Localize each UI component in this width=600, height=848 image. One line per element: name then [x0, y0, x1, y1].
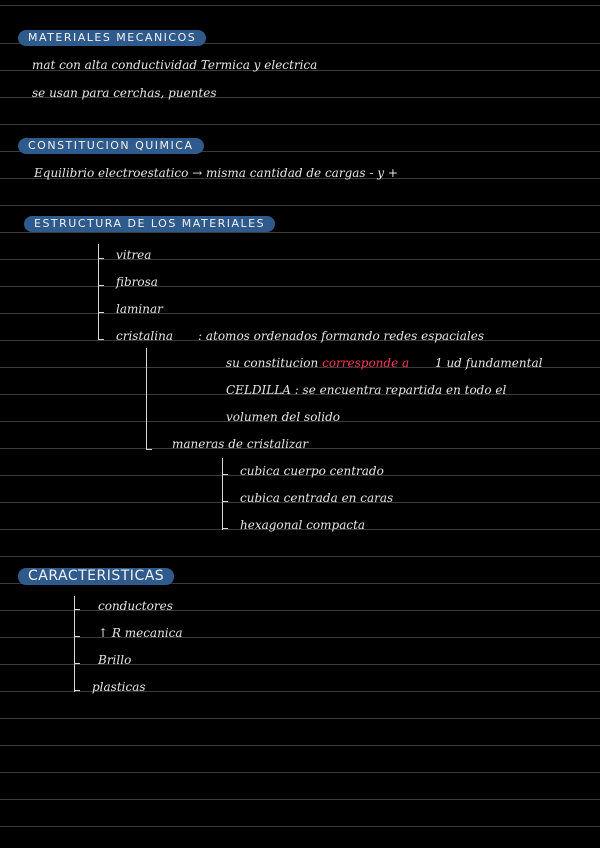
heading-materiales-mecanicos: MATERIALES MECANICOS — [18, 30, 206, 46]
maneras-item-3: hexagonal compacta — [240, 518, 366, 532]
caracteristicas-item-4: plasticas — [92, 680, 146, 694]
sub1-highlight: corresponde a — [322, 356, 410, 370]
tree-line-maneras — [222, 458, 223, 530]
estructura-item-laminar: laminar — [116, 302, 163, 316]
heading-caracteristicas: CARACTERISTICAS — [18, 568, 174, 585]
materiales-line-2: se usan para cerchas, puentes — [32, 86, 217, 100]
caracteristicas-item-3: Brillo — [98, 653, 132, 667]
estructura-item-fibrosa: fibrosa — [116, 275, 158, 289]
tree-tick — [74, 663, 80, 664]
cristalina-sub-1 — [226, 356, 542, 370]
tree-tick — [98, 258, 104, 259]
materiales-line-1: mat con alta conductividad Termica y electrica — [32, 58, 318, 72]
tree-tick — [74, 690, 80, 691]
tree-tick — [98, 285, 104, 286]
maneras-item-2: cubica centrada en caras — [240, 491, 394, 505]
cristalina-sub-2: CELDILLA : se encuentra repartida en todo el — [226, 383, 507, 397]
tree-tick — [146, 449, 152, 450]
tree-tick — [74, 609, 80, 610]
sub1-text-a: su constitucion — [226, 356, 319, 370]
tree-tick — [98, 339, 104, 340]
sub1-text-b: 1 ud fundamental — [435, 356, 543, 370]
tree-tick — [98, 312, 104, 313]
tree-tick — [74, 636, 80, 637]
maneras-cristalizar: maneras de cristalizar — [172, 437, 309, 451]
estructura-item-vitrea: vitrea — [116, 248, 152, 262]
caracteristicas-item-1: conductores — [98, 599, 173, 613]
heading-estructura-materiales: ESTRUCTURA DE LOS MATERIALES — [24, 216, 275, 232]
tree-line-cristalina — [146, 348, 147, 450]
constitucion-line-1: Equilibrio electroestatico → misma cantidad de cargas - y + — [34, 166, 398, 180]
tree-line-caracteristicas — [74, 596, 75, 692]
tree-tick — [222, 474, 228, 475]
estructura-item-cristalina: cristalina — [116, 329, 173, 343]
caracteristicas-item-2: ↑ R mecanica — [98, 626, 183, 640]
cristalina-sub-3: volumen del solido — [226, 410, 340, 424]
heading-constitucion-quimica: CONSTITUCION QUIMICA — [18, 138, 204, 154]
tree-tick — [222, 528, 228, 529]
tree-tick — [222, 501, 228, 502]
maneras-item-1: cubica cuerpo centrado — [240, 464, 384, 478]
cristalina-definition: : atomos ordenados formando redes espaciales — [198, 329, 485, 343]
